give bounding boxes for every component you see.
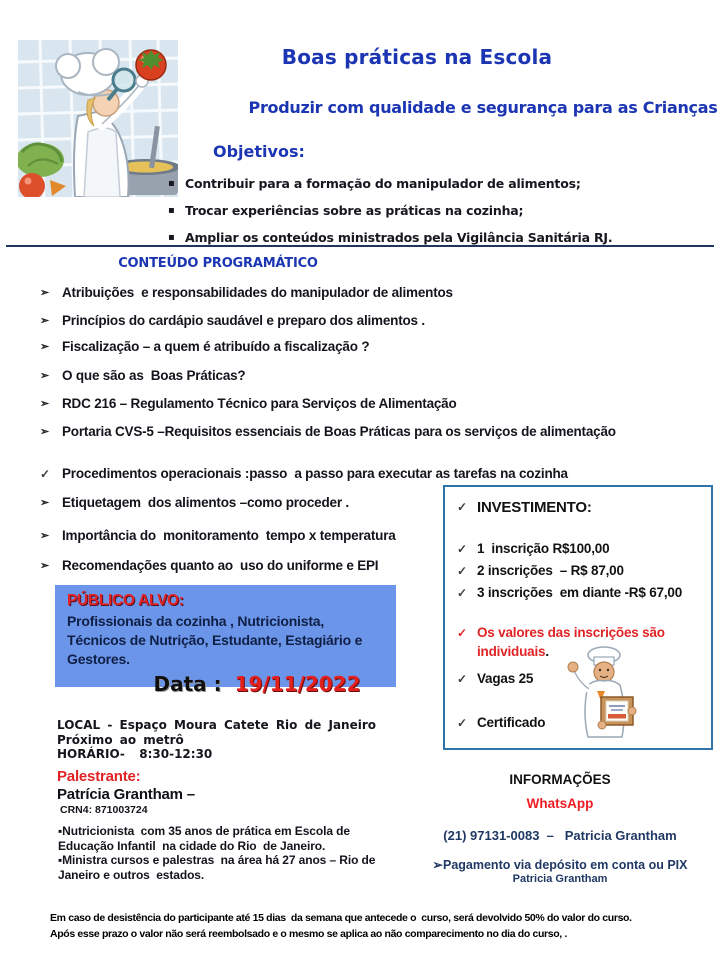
square-bullet-icon: ▪ xyxy=(58,853,63,867)
program-item-text: O que são as Boas Práticas? xyxy=(62,368,246,383)
location-block xyxy=(57,718,376,762)
check-bullet-icon: ✓ xyxy=(457,672,467,686)
check-bullet-icon: ✓ xyxy=(457,500,467,514)
program-item-text: Fiscalização – a quem é atribuído a fiscalização ? xyxy=(62,339,370,354)
arrow-bullet-icon: ➢ xyxy=(40,370,50,382)
square-bullet-icon: ▪ xyxy=(168,232,175,243)
objectives-list xyxy=(168,170,688,251)
program-item-text: Princípios do cardápio saudável e preparo dos alimentos . xyxy=(62,313,425,328)
square-bullet-icon: ▪ xyxy=(58,824,63,838)
arrow-bullet-icon: ➢ xyxy=(40,398,50,410)
objective-text: Trocar experiências sobre as práticas na cozinha; xyxy=(185,203,524,218)
chef-inspecting-tomato-illustration xyxy=(18,40,178,197)
program-item xyxy=(38,393,690,414)
program-item-text: Procedimentos operacionais :passo a passo para executar as tarefas na cozinha xyxy=(62,466,568,481)
policy-line: Após esse prazo o valor não será reembolsado e o mesmo se aplica ao não comparecimento no dia do curso, . xyxy=(50,928,568,940)
speaker-name: Patrícia Grantham – xyxy=(57,786,195,803)
investment-heading: INVESTIMENTO: xyxy=(477,499,592,516)
bio-text: Ministra cursos e palestras na área há 27 anos – Rio de Janeiro e outros estados. xyxy=(58,853,379,882)
objective-item xyxy=(168,170,688,197)
arrow-bullet-icon: ➢ xyxy=(40,315,50,327)
program-item xyxy=(38,463,690,484)
publico-alvo-text: Profissionais da cozinha , Nutricionista, Técnicos de Nutrição, Estudante, Estagiário e Gestores. xyxy=(67,613,363,667)
note-period: . xyxy=(545,644,549,659)
bio-item xyxy=(58,824,406,853)
metro-line: Próximo ao metrô xyxy=(57,732,184,747)
arrow-bullet-icon: ➢ xyxy=(40,341,50,353)
cancellation-policy xyxy=(50,910,710,942)
bio-item xyxy=(58,853,406,882)
horizontal-divider xyxy=(6,245,714,247)
check-bullet-icon: ✓ xyxy=(457,716,467,730)
program-heading: CONTEÚDO PROGRAMÁTICO xyxy=(118,256,318,271)
investment-note-text: Os valores das inscrições são individuais xyxy=(477,625,665,659)
program-item-text: Importância do monitoramento tempo x temperatura xyxy=(62,528,396,543)
objective-text: Ampliar os conteúdos ministrados pela Vigilância Sanitária RJ. xyxy=(185,230,613,245)
program-item-text: Portaria CVS-5 –Requisitos essenciais de Boas Práticas para os serviços de alimentação xyxy=(62,424,616,439)
arrow-bullet-icon: ➢ xyxy=(40,530,50,542)
chef-holding-certificate-illustration xyxy=(563,645,645,743)
investment-item-text: 2 inscrições – R$ 87,00 xyxy=(477,563,624,578)
publico-alvo-heading: PÚBLICO ALVO: xyxy=(67,592,184,609)
check-bullet-icon: ✓ xyxy=(457,626,467,640)
investment-item-text: 1 inscrição R$100,00 xyxy=(477,541,610,556)
program-item-text: Atribuições e responsabilidades do manipulador de alimentos xyxy=(62,285,453,300)
payment-text: Pagamento via depósito em conta ou PIX xyxy=(442,858,688,872)
program-item-text: RDC 216 – Regulamento Técnico para Serviços de Alimentação xyxy=(62,396,457,411)
vagas-text: Vagas 25 xyxy=(477,671,534,686)
arrow-bullet-icon: ➢ xyxy=(40,497,50,509)
program-item xyxy=(38,336,690,357)
location-line: LOCAL - Espaço Moura Catete Rio de Janeiro xyxy=(57,718,377,732)
certificado-text: Certificado xyxy=(477,715,546,730)
date-label: Data : xyxy=(153,672,222,696)
speaker-bio xyxy=(58,824,406,882)
check-bullet-icon: ✓ xyxy=(40,467,50,481)
schedule-line: HORÁRIO- 8:30-12:30 xyxy=(57,747,213,761)
investment-item-text: 3 inscrições em diante -R$ 67,00 xyxy=(477,585,683,600)
bio-text: Nutricionista com 35 anos de prática em Escola de Educação Infantil na cidade do Rio de Janeiro. xyxy=(58,824,354,853)
program-item-text: Etiquetagem dos alimentos –como proceder . xyxy=(62,495,349,510)
page-title: Boas práticas na Escola xyxy=(281,45,553,69)
date-value: 19/11/2022 xyxy=(234,672,361,696)
check-bullet-icon: ✓ xyxy=(457,586,467,600)
investment-heading-row xyxy=(457,499,717,516)
program-item xyxy=(38,421,662,442)
objective-item xyxy=(168,197,688,224)
square-bullet-icon: ▪ xyxy=(168,178,175,189)
speaker-crn: CRN4: 871003724 xyxy=(60,804,148,816)
policy-line: Em caso de desistência do participante até 15 dias da semana que antecede o curso, será devolvido 50% do valor do curso. xyxy=(50,912,632,924)
arrow-bullet-icon: ➢ xyxy=(40,426,50,438)
investment-box xyxy=(443,485,713,750)
program-item-text: Recomendações quanto ao uso do uniforme e EPI xyxy=(62,558,379,573)
check-bullet-icon: ✓ xyxy=(457,542,467,556)
payment-name: Patricia Grantham xyxy=(512,873,608,885)
date-line xyxy=(107,672,407,696)
square-bullet-icon: ▪ xyxy=(168,205,175,216)
arrow-bullet-icon: ➢ xyxy=(40,287,50,299)
investment-item xyxy=(457,585,717,600)
phone-contact: (21) 97131-0083 – Patricia Grantham xyxy=(443,828,677,843)
whatsapp-label: WhatsApp xyxy=(526,796,594,811)
page-subtitle: Produzir com qualidade e segurança para as Crianças xyxy=(248,98,718,117)
arrow-bullet-icon: ➢ xyxy=(432,858,443,872)
check-bullet-icon: ✓ xyxy=(457,564,467,578)
investment-item xyxy=(457,563,717,578)
objective-text: Contribuir para a formação do manipulador de alimentos; xyxy=(185,176,581,191)
investment-item xyxy=(457,541,717,556)
palestrante-label: Palestrante: xyxy=(57,768,141,785)
arrow-bullet-icon: ➢ xyxy=(40,560,50,572)
informacoes-heading: INFORMAÇÕES xyxy=(509,772,611,787)
program-item xyxy=(38,365,690,386)
program-item xyxy=(38,310,690,331)
payment-line xyxy=(405,857,715,872)
objectives-heading: Objetivos: xyxy=(213,142,305,161)
program-item xyxy=(38,282,690,303)
